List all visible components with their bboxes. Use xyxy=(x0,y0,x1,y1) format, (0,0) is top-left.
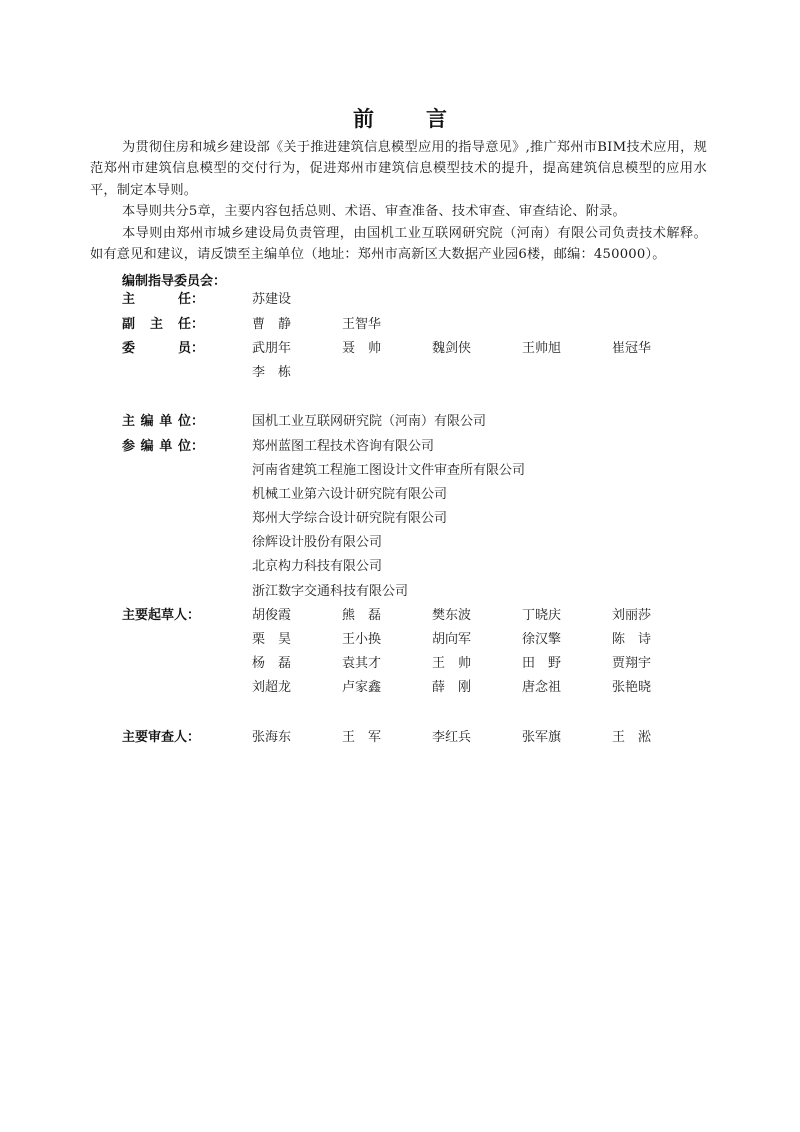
participating-unit-row xyxy=(0,533,800,553)
main-drafters-label: 主要起草人： xyxy=(122,608,201,623)
participating-unit-row xyxy=(0,461,800,481)
drafter-name: 田 野 xyxy=(522,656,562,671)
drafter-name: 袁其才 xyxy=(342,656,382,671)
drafter-name: 贾翔宇 xyxy=(612,656,652,671)
preface-body xyxy=(90,137,707,265)
drafter-name: 徐汉擎 xyxy=(522,632,562,647)
committee-deputy-row xyxy=(0,315,800,335)
participating-unit-row xyxy=(0,485,800,505)
member-name: 聂 帅 xyxy=(342,341,382,356)
drafter-name: 薛 刚 xyxy=(432,680,472,695)
committee-heading: 编制指导委员会： xyxy=(122,274,227,289)
participating-unit-row xyxy=(0,582,800,602)
drafter-name: 王 帅 xyxy=(432,656,472,671)
committee-director-row xyxy=(0,290,800,310)
participating-unit: 浙江数字交通科技有限公司 xyxy=(252,584,409,599)
director-name: 苏建设 xyxy=(252,292,292,307)
member-name: 王帅旭 xyxy=(522,341,562,356)
director-label: 主 任： xyxy=(122,292,204,307)
participating-units-label: 参 编 单 位： xyxy=(122,439,204,454)
chief-editor-row xyxy=(0,412,800,432)
participating-unit-row xyxy=(0,557,800,577)
participating-unit: 徐辉设计股份有限公司 xyxy=(252,535,383,550)
drafter-name: 陈 诗 xyxy=(612,632,652,647)
main-reviewers-label: 主要审查人： xyxy=(122,730,201,745)
drafter-name: 唐念祖 xyxy=(522,680,562,695)
title-char-right: 言 xyxy=(426,107,447,131)
participating-unit: 北京构力科技有限公司 xyxy=(252,559,383,574)
drafters-row xyxy=(0,630,800,650)
participating-unit: 机械工业第六设计研究院有限公司 xyxy=(252,487,448,502)
drafter-name: 刘超龙 xyxy=(252,680,292,695)
chief-editor-unit: 国机工业互联网研究院（河南）有限公司 xyxy=(252,414,487,429)
members-label: 委 员： xyxy=(122,341,204,356)
participating-unit: 郑州大学综合设计研究院有限公司 xyxy=(252,511,448,526)
member-name: 李 栋 xyxy=(252,365,292,380)
reviewer-name: 张军旗 xyxy=(522,730,562,745)
deputy-name: 王智华 xyxy=(342,317,382,332)
participating-unit-row xyxy=(0,437,800,457)
participating-unit: 郑州蓝图工程技术咨询有限公司 xyxy=(252,439,435,454)
committee-members-row xyxy=(0,363,800,383)
participating-unit: 河南省建筑工程施工图设计文件审查所有限公司 xyxy=(252,463,526,478)
page-title xyxy=(0,103,800,133)
paragraph-structure: 本导则共分5章，主要内容包括总则、术语、审查准备、技术审查、审查结论、附录。 xyxy=(122,204,626,220)
drafter-name: 胡向军 xyxy=(432,632,472,647)
drafter-name: 熊 磊 xyxy=(342,608,382,623)
drafter-name: 王小换 xyxy=(342,632,382,647)
member-name: 武朋年 xyxy=(252,341,292,356)
title-char-left: 前 xyxy=(353,107,374,131)
drafter-name: 刘丽莎 xyxy=(612,608,652,623)
chief-editor-label: 主 编 单 位： xyxy=(122,414,204,429)
reviewers-row xyxy=(0,728,800,748)
member-name: 魏剑侠 xyxy=(432,341,472,356)
participating-unit-row xyxy=(0,509,800,529)
drafter-name: 丁晓庆 xyxy=(522,608,562,623)
paragraph-management: 本导则由郑州市城乡建设局负责管理，由国机工业互联网研究院（河南）有限公司负责技术解释。如有意见和建议，请反馈至主编单位（地址：郑州市高新区大数据产业园6楼，邮编：450000）。 xyxy=(90,225,707,263)
drafters-row xyxy=(0,606,800,626)
drafter-name: 樊东波 xyxy=(432,608,472,623)
reviewer-name: 李红兵 xyxy=(432,730,472,745)
drafter-name: 栗 昊 xyxy=(252,632,292,647)
reviewer-name: 王 军 xyxy=(342,730,382,745)
paragraph-purpose: 为贯彻住房和城乡建设部《关于推进建筑信息模型应用的指导意见》,推广郑州市BIM技术应用，规范郑州市建筑信息模型的交付行为，促进郑州市建筑信息模型技术的提升，提高建筑信息模型的应用水平，制定本导则。 xyxy=(90,140,707,198)
drafters-row xyxy=(0,654,800,674)
drafters-row xyxy=(0,678,800,698)
deputy-name: 曹 静 xyxy=(252,317,292,332)
member-name: 崔冠华 xyxy=(612,341,652,356)
drafter-name: 张艳晓 xyxy=(612,680,652,695)
reviewer-name: 王 淞 xyxy=(612,730,652,745)
drafter-name: 杨 磊 xyxy=(252,656,292,671)
committee-members-row xyxy=(0,339,800,359)
deputy-director-label: 副 主 任： xyxy=(122,317,204,332)
drafter-name: 胡俊霞 xyxy=(252,608,292,623)
drafter-name: 卢家鑫 xyxy=(342,680,382,695)
reviewer-name: 张海东 xyxy=(252,730,292,745)
